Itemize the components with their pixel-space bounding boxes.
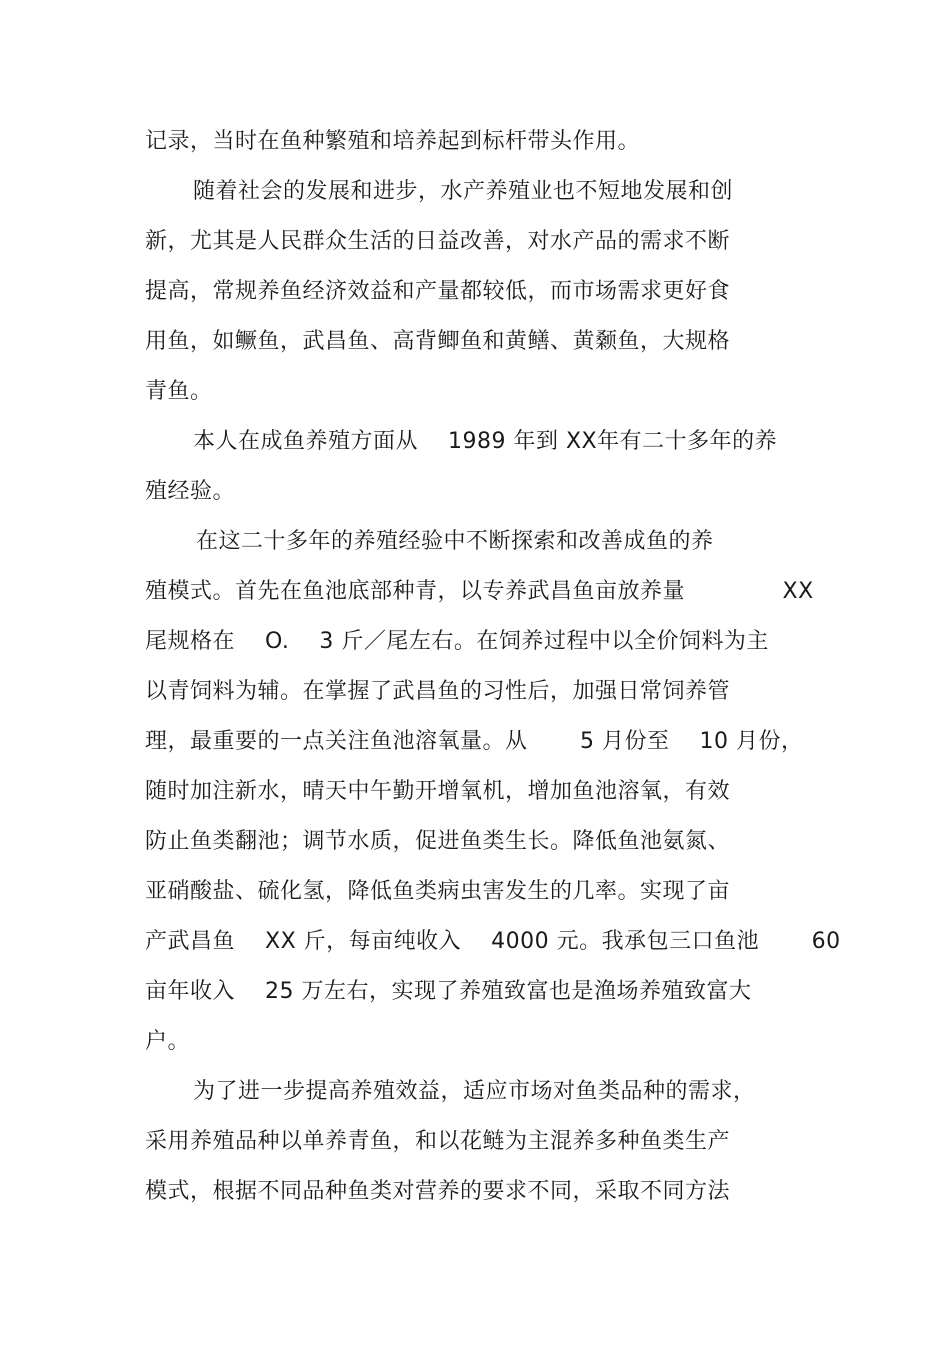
- text-line-11: 尾规格在 O. 3 斤／尾左右。在饲养过程中以全价饲料为主: [145, 629, 769, 654]
- text-line-20: 为了进一步提高养殖效益，适应市场对鱼类品种的需求，: [193, 1079, 756, 1104]
- text-line-1: 记录，当时在鱼种繁殖和培养起到标杆带头作用。: [145, 129, 641, 154]
- text-line-21: 采用养殖品种以单养青鱼，和以花鲢为主混养多种鱼类生产: [145, 1129, 731, 1154]
- text-line-9: 在这二十多年的养殖经验中不断探索和改善成鱼的养: [196, 529, 714, 554]
- text-line-3: 新，尤其是人民群众生活的日益改善，对水产品的需求不断: [145, 229, 731, 254]
- text-line-16: 亚硝酸盐、硫化氢，降低鱼类病虫害发生的几率。实现了亩: [145, 879, 731, 904]
- text-line-8: 殖经验。: [145, 479, 236, 504]
- text-line-19: 户。: [145, 1029, 191, 1054]
- text-line-4: 提高，常规养鱼经济效益和产量都较低，而市场需求更好食: [145, 279, 731, 304]
- text-line-15: 防止鱼类翻池；调节水质，促进鱼类生长。降低鱼池氨氮、: [145, 829, 731, 854]
- text-line-2: 随着社会的发展和进步，水产养殖业也不短地发展和创: [193, 179, 734, 204]
- text-line-6: 青鱼。: [145, 379, 213, 404]
- text-line-22: 模式，根据不同品种鱼类对营养的要求不同，采取不同方法: [145, 1179, 731, 1204]
- text-line-18: 亩年收入 25 万左右，实现了养殖致富也是渔场养殖致富大: [145, 979, 752, 1004]
- text-line-17: 产武昌鱼 XX 斤，每亩纯收入 4000 元。我承包三口鱼池 60: [145, 929, 841, 954]
- text-line-7: 本人在成鱼养殖方面从 1989 年到 XX年有二十多年的养: [193, 429, 778, 454]
- text-line-5: 用鱼，如鳜鱼，武昌鱼、高背鲫鱼和黄鳝、黄颡鱼，大规格: [145, 329, 731, 354]
- text-line-10: 殖模式。首先在鱼池底部种青，以专养武昌鱼亩放养量 XX: [145, 579, 814, 604]
- text-line-14: 随时加注新水，晴天中午勤开增氧机，增加鱼池溶氧，有效: [145, 779, 731, 804]
- text-line-12: 以青饲料为辅。在掌握了武昌鱼的习性后，加强日常饲养管: [145, 679, 731, 704]
- text-line-13: 理，最重要的一点关注鱼池溶氧量。从 5 月份至 10 月份，: [145, 729, 804, 754]
